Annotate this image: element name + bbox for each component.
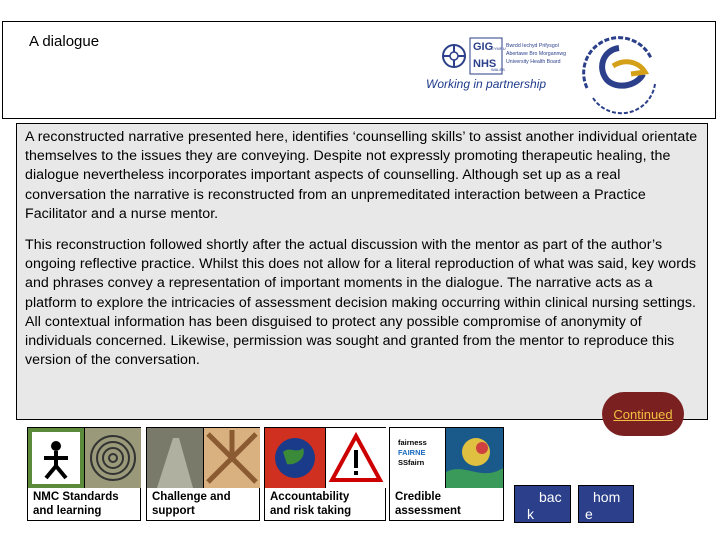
- logo-board-text-1: Bwrdd Iechyd Prifysgol: [506, 43, 559, 49]
- logo-gig-text: GIG: [473, 41, 494, 53]
- page-title: A dialogue: [29, 33, 100, 50]
- tile-label-line1: Challenge and: [152, 491, 231, 503]
- tile-label-line2: and risk taking: [270, 505, 352, 517]
- tile-label-challenge: [152, 490, 231, 518]
- fair-word-3: SSfairn: [398, 458, 425, 467]
- partnership-tagline: Working in partnership: [426, 77, 547, 91]
- narrative-paragraph-2: This reconstruction followed shortly after the actual discussion with the mentor as part of the author’s ongoing reflective practice. Whilst this does not allow for a literal reproduction of what was said, key words and phrases convey a representation of important moments in the dialogue. The narrative acts as a platform to explore the intricacies of assessment decision making occurring within clinical nursing settings. All contextual information has been disguised to protect any possible compromise of anonymity of individuals concerned. Likewise, permission was sought and granted from the mentor to reproduce this version of the conversation.: [25, 237, 697, 369]
- fairness-word-image: [390, 428, 446, 488]
- warning-icon: [326, 428, 386, 488]
- fair-word-1: fairness: [398, 438, 427, 447]
- abstract-art-image: [446, 428, 503, 488]
- home-button[interactable]: [578, 485, 634, 523]
- tile-credible-assessment[interactable]: [389, 427, 504, 521]
- continued-link[interactable]: Continued: [613, 406, 673, 422]
- back-button[interactable]: [514, 485, 571, 523]
- continued-button[interactable]: [602, 392, 684, 436]
- garden-path-image: [147, 428, 204, 488]
- tile-label-line1: NMC Standards: [33, 491, 119, 503]
- fair-word-2: FAIRNE: [398, 448, 426, 457]
- tile-label-nmc: [33, 490, 119, 518]
- tile-label-accountability: [270, 490, 351, 518]
- back-label-line1: bac: [539, 489, 562, 505]
- tile-label-line2: support: [152, 505, 195, 517]
- narrative-paragraph-1: A reconstructed narrative presented here, identifies ‘counselling skills’ to assist another individual orientate themselves to the issues they are conveying. Despite not expressly promoting therapeutic healing, the dialogue nevertheless incorporates important aspects of counselling. Although set up as a real conversation the narrative is reconstructed from an unpremeditated interaction between a Practice Facilitator and a nurse mentor.: [25, 129, 698, 222]
- header-panel: [2, 21, 716, 119]
- logo-board-text-3: University Health Board: [506, 59, 561, 65]
- narrative-panel: [16, 123, 708, 420]
- tile-label-credible: [395, 490, 461, 518]
- home-label-line1: hom: [593, 489, 621, 505]
- hands-together-image: [204, 428, 260, 488]
- logo-nhs-text: NHS: [473, 58, 497, 70]
- yoga-figure-image: [28, 428, 85, 488]
- logo-board-text-2: Abertawe Bro Morgannwg: [506, 51, 566, 57]
- university-logo-icon: [573, 28, 665, 116]
- tile-label-line1: Accountability: [270, 491, 350, 503]
- globe-image: [265, 428, 326, 488]
- tile-accountability[interactable]: [264, 427, 386, 521]
- back-label-line2: k: [527, 506, 534, 522]
- tile-label-line1: Credible: [395, 491, 442, 503]
- logo-cymru-text: CYMRU: [491, 46, 506, 51]
- logo-wales-text: WALES: [491, 67, 505, 72]
- celtic-knot-icon: [443, 45, 465, 67]
- tile-label-line2: assessment: [395, 505, 461, 517]
- tile-label-line2: and learning: [33, 505, 102, 517]
- tile-nmc-standards[interactable]: [27, 427, 141, 521]
- home-label-line2: e: [585, 506, 593, 522]
- tile-challenge-support[interactable]: [146, 427, 260, 521]
- maze-image: [85, 428, 141, 488]
